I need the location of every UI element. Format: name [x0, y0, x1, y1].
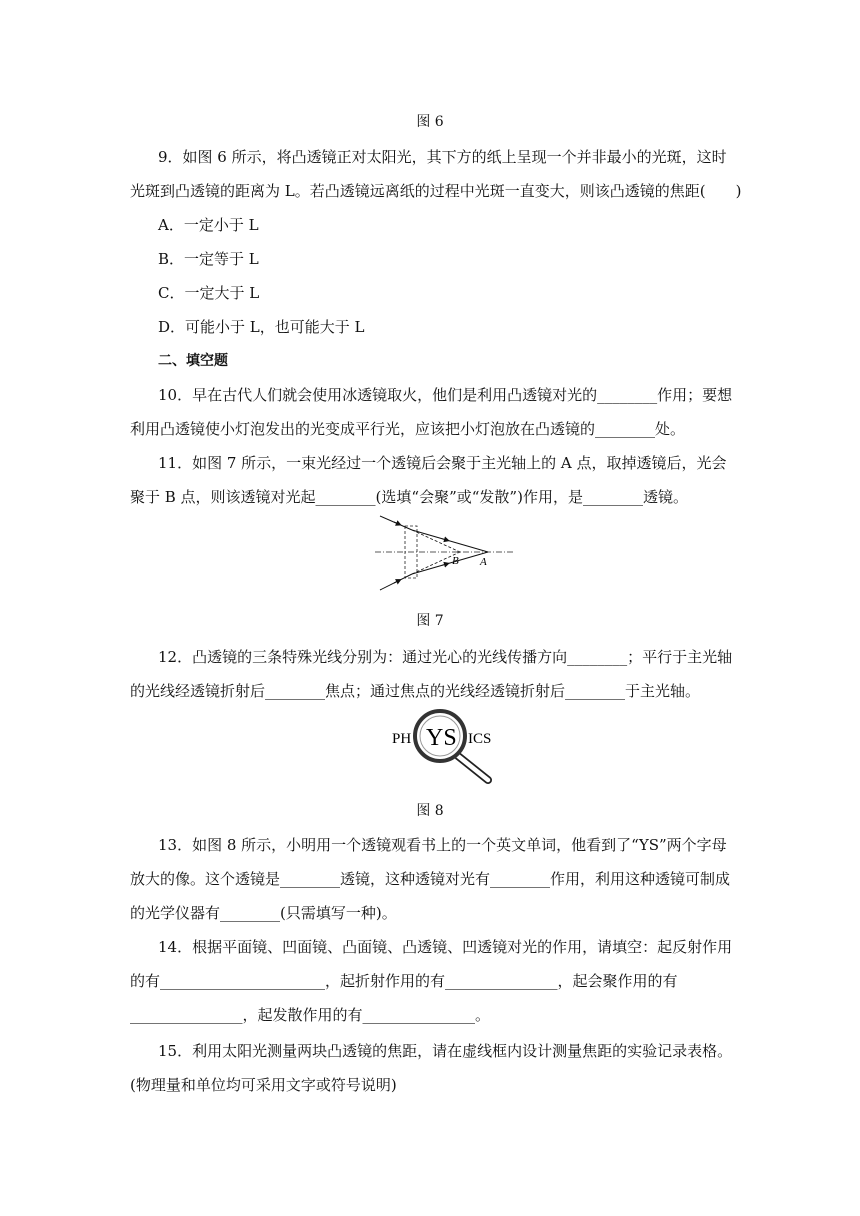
question-15-line-1: 15．利用太阳光测量两块凸透镜的焦距，请在虚线框内设计测量焦距的实验记录表格。 — [158, 1042, 733, 1060]
question-12-line-2: 的光线经透镜折射后________焦点；通过焦点的光线经透镜折射后________于主光轴。 — [130, 682, 701, 700]
word-prefix: PH — [392, 731, 412, 747]
question-11-line-1: 11．如图 7 所示，一束光经过一个透镜后会聚于主光轴上的 A 点，取掉透镜后，光会 — [158, 454, 727, 472]
question-11-line-2: 聚于 B 点，则该透镜对光起________(选填“会聚”或“发散”)作用，是________透镜。 — [130, 488, 688, 506]
question-14-line-1: 14．根据平面镜、凹面镜、凸面镜、凸透镜、凹透镜对光的作用，请填空：起反射作用 — [158, 938, 733, 956]
question-12-line-1: 12．凸透镜的三条特殊光线分别为：通过光心的光线传播方向________；平行于主光轴 — [158, 648, 733, 666]
question-9-option-a: A．一定小于 L — [158, 216, 259, 234]
question-15-line-2: (物理量和单位均可采用文字或符号说明) — [130, 1076, 397, 1094]
arrow-bottom-in — [394, 581, 399, 584]
point-a-label: A — [480, 556, 487, 568]
original-ray-top — [412, 530, 460, 552]
question-10-line-2: 利用凸透镜使小灯泡发出的光变成平行光，应该把小灯泡放在凸透镜的________处。 — [130, 420, 686, 438]
arrow-top-in — [394, 522, 399, 524]
question-9-line-2: 光斑到凸透镜的距离为 L。若凸透镜远离纸的过程中光斑一直变大，则该凸透镜的焦距( ) — [130, 182, 742, 200]
question-9-line-1: 9．如图 6 所示，将凸透镜正对太阳光，其下方的纸上呈现一个并非最小的光斑，这时 — [158, 148, 727, 166]
refracted-ray-top — [412, 530, 488, 552]
figure-8-caption: 图 8 — [416, 803, 444, 819]
section-heading: 二、填空题 — [158, 353, 228, 369]
question-9-option-b: B．一定等于 L — [158, 250, 259, 268]
figure-6-caption: 图 6 — [416, 114, 444, 130]
point-b-label: B — [452, 555, 459, 567]
figure-7-caption: 图 7 — [416, 613, 444, 629]
figure-7-diagram — [370, 512, 520, 596]
magnified-letters: YS — [426, 725, 457, 751]
question-9-option-d: D．可能小于 L，也可能大于 L — [158, 318, 365, 336]
magnifier-handle-inner — [458, 756, 488, 780]
question-13-line-1: 13．如图 8 所示，小明用一个透镜观看书上的一个英文单词，他看到了“YS”两个字母 — [158, 836, 727, 854]
question-10-line-1: 10．早在古代人们就会使用冰透镜取火，他们是利用凸透镜对光的________作用；要想 — [158, 386, 733, 404]
question-13-line-2: 放大的像。这个透镜是________透镜，这种透镜对光有________作用，利用这种透镜可制成 — [130, 870, 731, 888]
refracted-ray-bottom — [412, 552, 488, 574]
word-suffix: ICS — [468, 731, 492, 747]
question-13-line-3: 的光学仪器有________(只需填写一种)。 — [130, 904, 397, 922]
question-9-option-c: C．一定大于 L — [158, 284, 260, 302]
question-14-line-3: _______________，起发散作用的有_______________。 — [130, 1006, 491, 1024]
figure-8-magnifier — [380, 706, 510, 786]
question-14-line-2: 的有______________________，起折射作用的有_______________，起会聚作用的有 — [130, 972, 678, 990]
